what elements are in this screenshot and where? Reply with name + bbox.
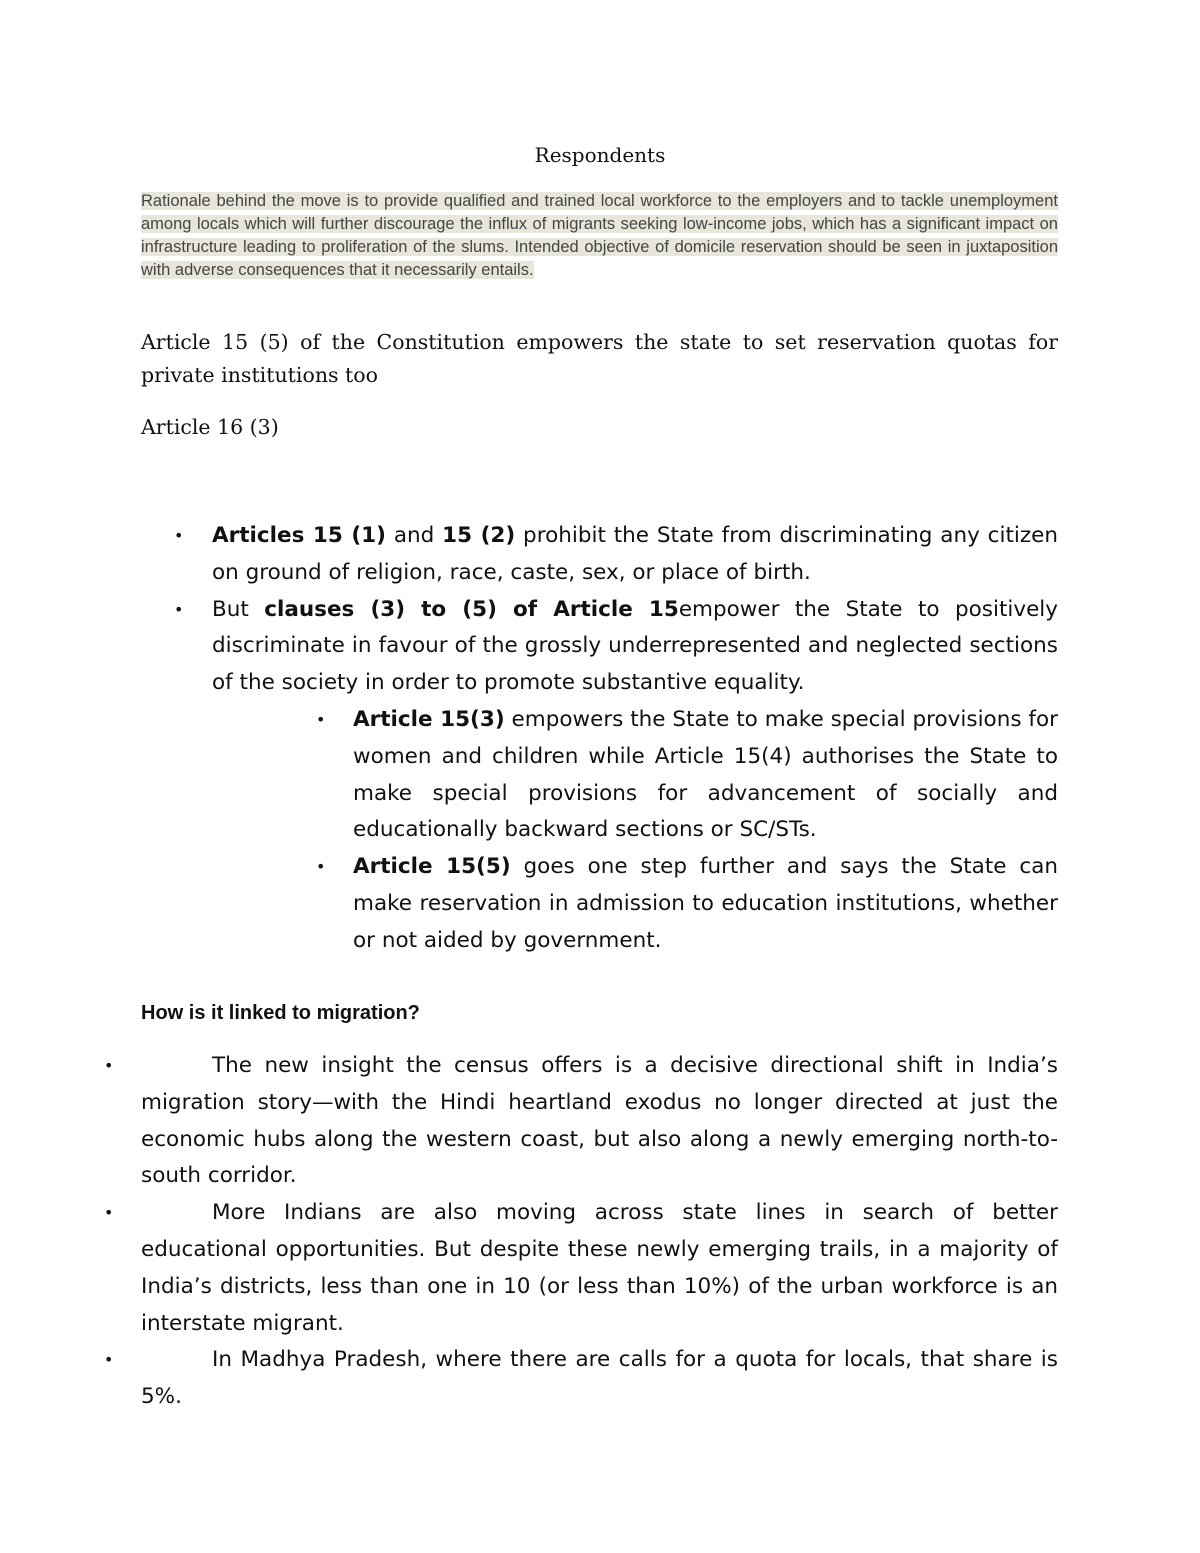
rationale-highlighted-text: Rationale behind the move is to provide qualified and trained local workforce to the employers and to tackle unemployment among locals which will further discourage the influx of migrants seeking low-income jobs, which has a significant impact on infrastructure leading to proliferation of the slums. Intended objective of domicile reservation should be seen in juxtaposition with adverse consequences that it necessarily entails. <box>141 192 1058 279</box>
bullet-icon: • <box>316 857 326 877</box>
list-item <box>174 592 1058 702</box>
bullet-icon: • <box>316 710 326 729</box>
list-item-text: goes one step further and says the State can make reservation in admission to education institutions, whether or not aided by government. <box>353 854 1058 953</box>
article-16-3-paragraph: Article 16 (3) <box>141 415 279 439</box>
list-item <box>104 1048 1058 1195</box>
article-15-5-paragraph: Article 15 (5) of the Constitution empowers the state to set reservation quotas for private institutions too <box>141 330 1058 387</box>
list-item <box>316 702 1058 849</box>
list-item-text: empower the State to positively discriminate in favour of the grossly underrepresented and neglected sections of the society in order to promote substantive equality. <box>212 596 1058 696</box>
bold-term: clauses (3) to (5) of Article 15 <box>264 596 679 622</box>
list-item-text: and <box>385 523 443 548</box>
list-item-text: empowers the State to make special provisions for women and children while Article 15(4) authorises the State to make special provisions for advancement of socially and educationally backward sections or SC/STs. <box>353 707 1058 843</box>
list-item-text: The new insight the census offers is a decisive directional shift in India’s migration story—with the Hindi heartland exodus no longer directed at just the economic hubs along the western coast, but also along a newly emerging north-to-south corridor. <box>141 1053 1058 1189</box>
list-item-text: More Indians are also moving across state lines in search of better educational opportunities. But despite these newly emerging trails, in a majority of India’s districts, less than one in 10 (or less than 10%) of the urban workforce is an interstate migrant. <box>141 1200 1058 1336</box>
page-title: Respondents <box>534 143 666 167</box>
bold-term: 15 (2) <box>442 523 516 548</box>
bullet-icon: • <box>104 1350 114 1370</box>
list-item <box>104 1195 1058 1342</box>
list-item-text: But <box>212 596 265 622</box>
bold-term: Articles 15 (1) <box>212 523 386 548</box>
rationale-paragraph <box>141 190 1058 282</box>
bullet-icon: • <box>104 1203 114 1223</box>
list-item <box>316 849 1058 959</box>
migration-bullet-list <box>104 1048 1058 1416</box>
bullet-icon: • <box>174 599 184 619</box>
list-item <box>104 1342 1058 1416</box>
article-15-sub-bullet-list <box>316 702 1058 960</box>
list-item-text: prohibit the State from discriminating any citizen on ground of religion, race, caste, sex, or place of birth. <box>212 523 1058 585</box>
list-item-text: In Madhya Pradesh, where there are calls for a quota for locals, that share is 5%. <box>141 1347 1058 1410</box>
bullet-icon: • <box>104 1056 114 1075</box>
bold-term: Article 15(5) <box>353 854 511 880</box>
list-item <box>174 518 1058 592</box>
bold-term: Article 15(3) <box>353 707 505 732</box>
articles-bullet-list <box>174 518 1058 702</box>
migration-heading: How is it linked to migration? <box>141 1002 420 1024</box>
bullet-icon: • <box>174 526 184 545</box>
